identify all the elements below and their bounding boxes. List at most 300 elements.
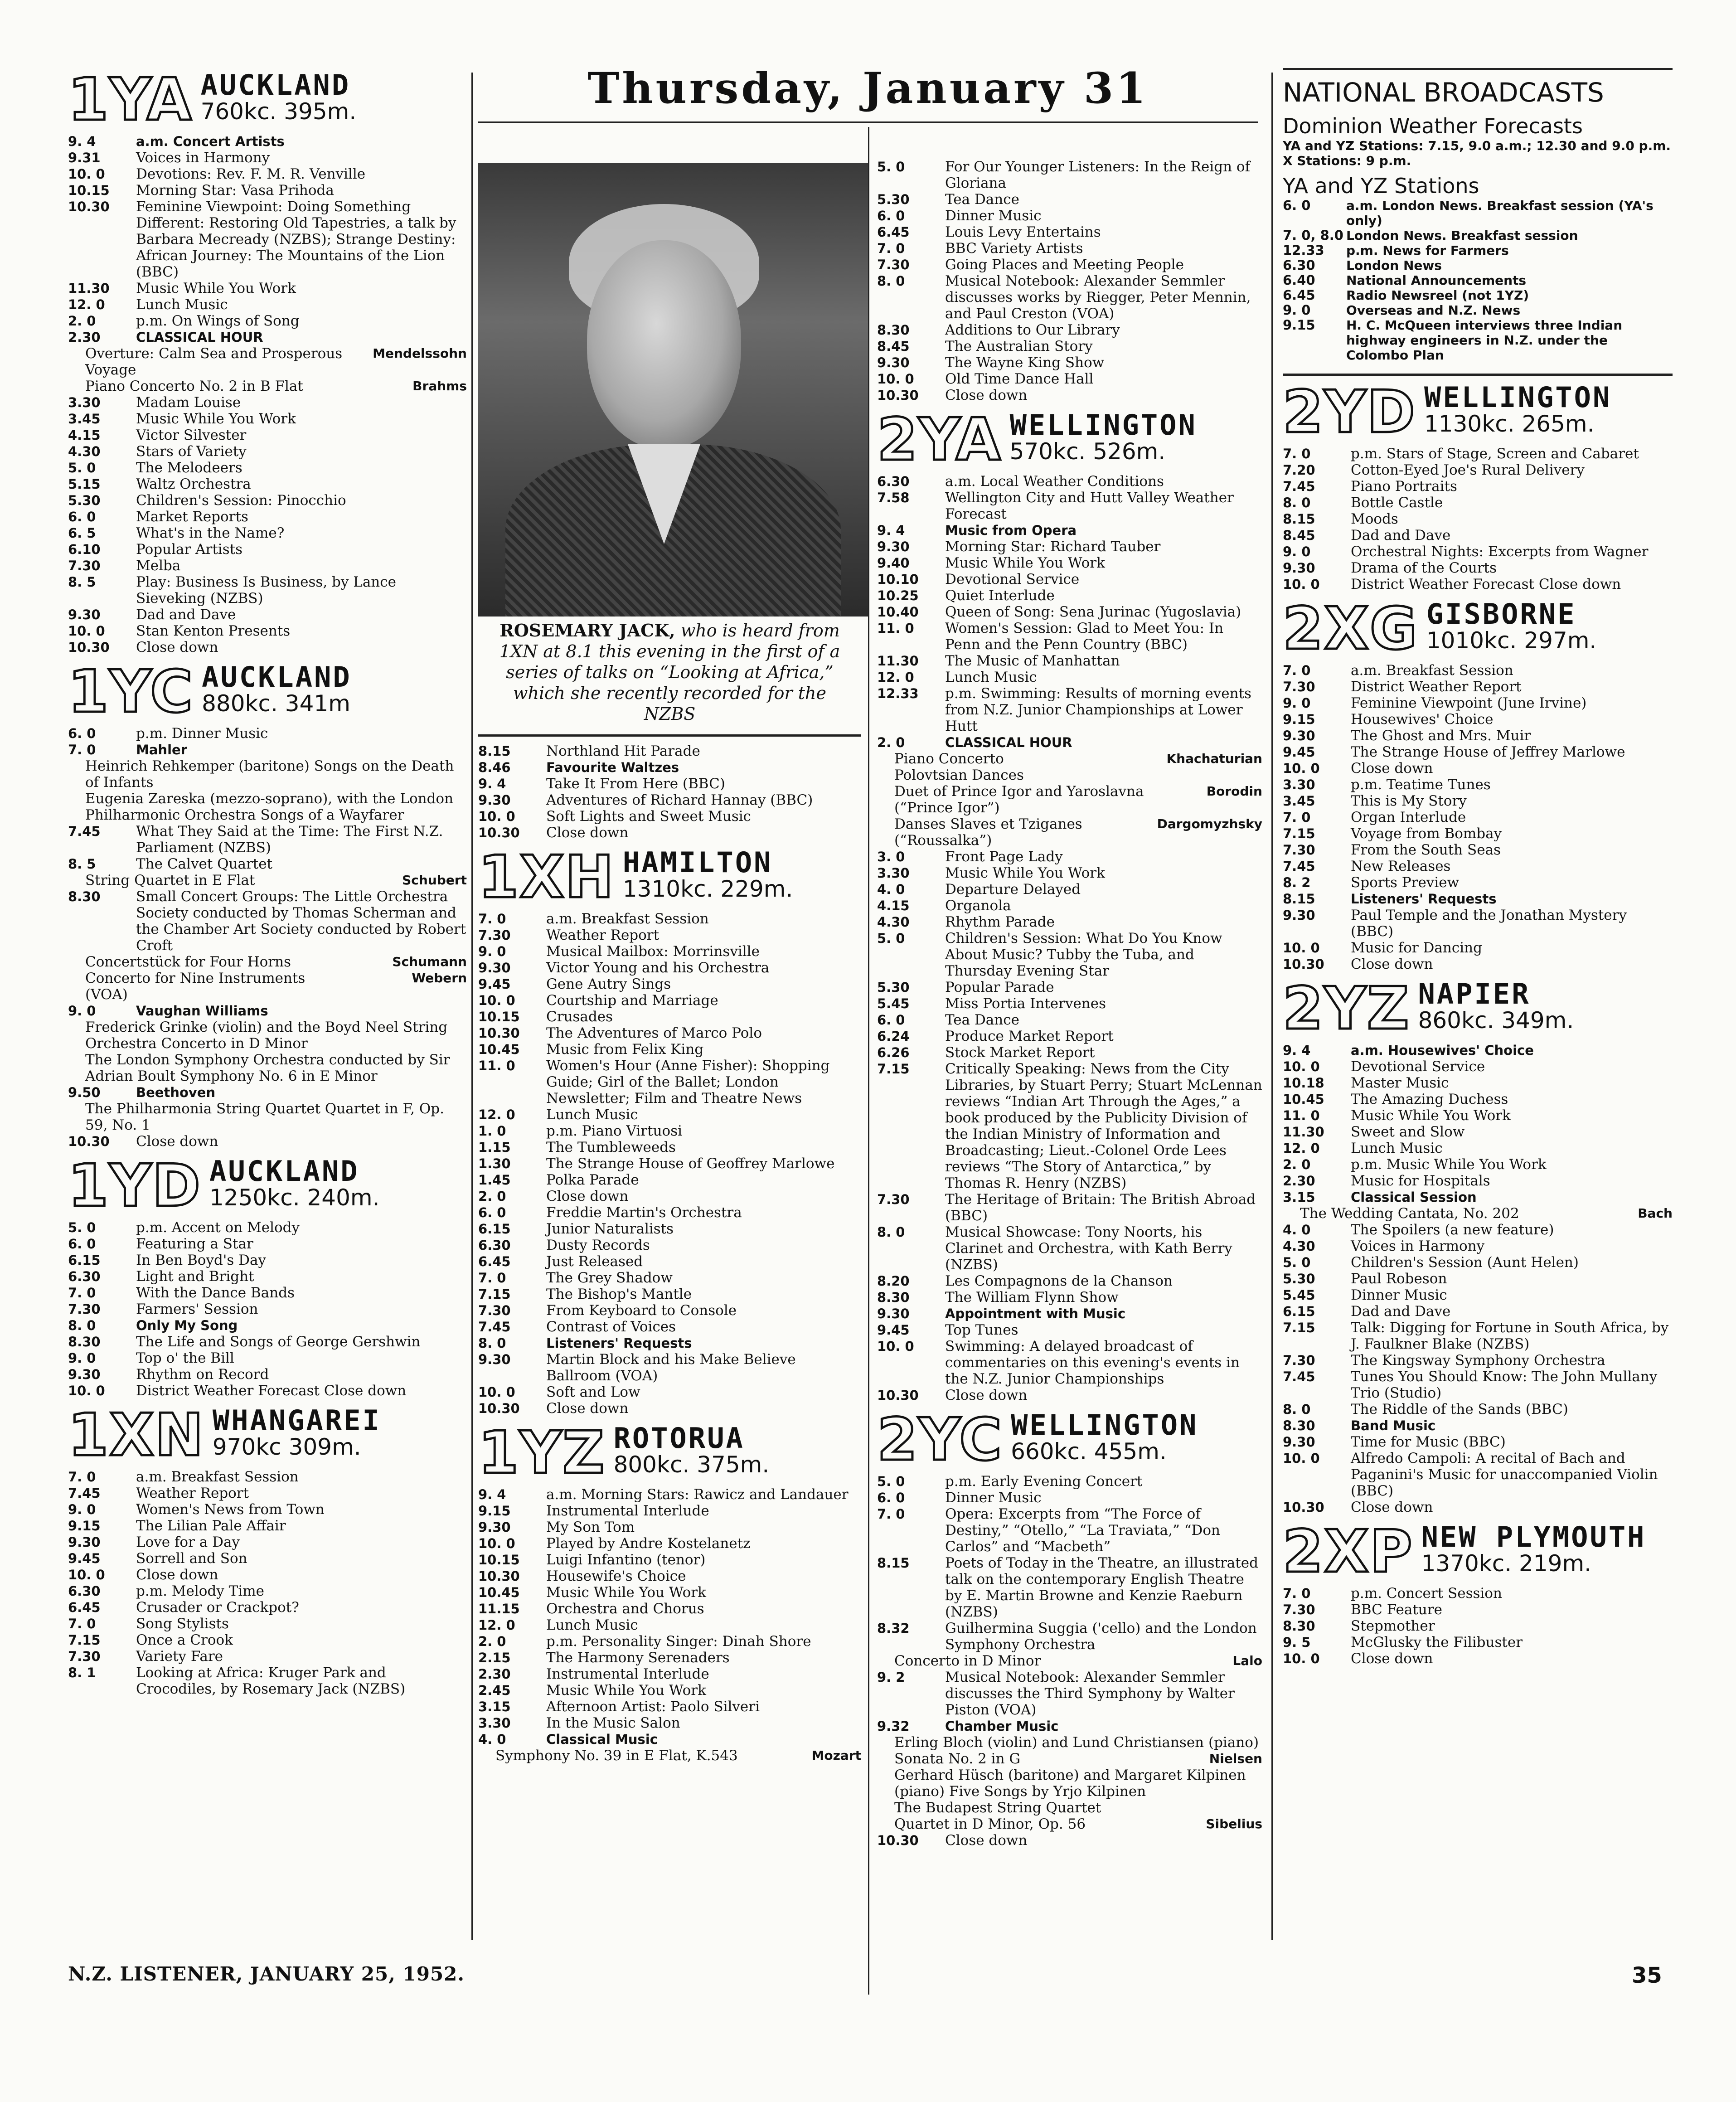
programme-time: 3.30 xyxy=(1283,777,1315,792)
programme-title: What They Said at the Time: The First N.Z. Parliament (NZBS) xyxy=(136,823,443,856)
programme-title: Soft and Low xyxy=(546,1384,640,1400)
programme-time: 9. 4 xyxy=(1283,1043,1311,1058)
programme-title: Close down xyxy=(1351,1651,1433,1667)
programme-entry xyxy=(1283,940,1673,956)
programme-entry xyxy=(68,460,467,476)
programme-time: 7.30 xyxy=(68,558,101,573)
programme-title: Music While You Work xyxy=(136,411,296,427)
programme-time: 10. 0 xyxy=(68,1383,105,1398)
composer: Mozart xyxy=(811,1748,861,1763)
programme-title: Close down xyxy=(546,1400,629,1417)
programme-title: Variety Fare xyxy=(136,1648,223,1665)
programme-time: 10.30 xyxy=(68,1134,110,1149)
programme-entry xyxy=(68,313,467,329)
programme-entry xyxy=(478,1666,861,1682)
programme-entry xyxy=(68,1518,467,1534)
programme-title: Music While You Work xyxy=(945,555,1105,571)
programme-entry xyxy=(1283,1271,1673,1287)
programme-time: 9. 4 xyxy=(478,1487,506,1502)
programme-entry xyxy=(68,1632,467,1648)
detail-text: Polovtsian Dances xyxy=(894,767,1024,783)
programme-entry xyxy=(68,1383,467,1399)
programme-time: 8.15 xyxy=(1283,511,1315,527)
programme-entry xyxy=(478,1552,861,1568)
programme-entry xyxy=(1283,1320,1673,1352)
programme-title: Played by Andre Kostelanetz xyxy=(546,1535,751,1552)
station-callsign: 2YC xyxy=(877,1406,1003,1474)
programme-entry xyxy=(478,792,861,808)
programme-detail xyxy=(68,378,467,394)
programme-title: Stepmother xyxy=(1351,1618,1435,1634)
station-frequency: 1370kc. 219m. xyxy=(1421,1550,1592,1577)
programme-time: 6.30 xyxy=(68,1269,101,1284)
programme-time: 7.30 xyxy=(1283,842,1315,858)
programme-title: Departure Delayed xyxy=(945,881,1081,898)
programme-time: 7.45 xyxy=(1283,1369,1315,1384)
programme-entry xyxy=(478,1400,861,1417)
programme-title: Gene Autry Sings xyxy=(546,976,671,992)
programme-time: 9.30 xyxy=(1283,560,1315,576)
national-entry xyxy=(1283,198,1673,228)
programme-title: Time for Music (BBC) xyxy=(1351,1434,1506,1450)
programme-time: 10.30 xyxy=(478,1025,520,1041)
programme-entry xyxy=(68,199,467,280)
programme-title: With the Dance Bands xyxy=(136,1285,295,1301)
programme-entry xyxy=(877,1289,1262,1306)
programme-entry xyxy=(877,1322,1262,1338)
programme-title: Drama of the Courts xyxy=(1351,560,1497,576)
programme-entry xyxy=(478,1172,861,1188)
programme-time: 2. 0 xyxy=(478,1634,506,1649)
programme-title: Song Stylists xyxy=(136,1616,229,1632)
programme-time: 12. 0 xyxy=(1283,1141,1320,1156)
programme-entry xyxy=(877,849,1262,865)
programme-time: 7. 0 xyxy=(478,911,506,927)
station-city: NAPIER xyxy=(1418,977,1531,1010)
programme-title: Tea Dance xyxy=(945,191,1019,208)
national-text: Overseas and N.Z. News xyxy=(1346,303,1521,318)
programme-title: Opera: Excerpts from “The Force of Destiny,” “Otello,” “La Traviata,” “Don Carlos” and “Macbeth” xyxy=(945,1506,1220,1555)
programme-time: 9. 2 xyxy=(877,1670,905,1685)
programme-time: 10.10 xyxy=(877,572,919,587)
programme-time: 2. 0 xyxy=(877,735,905,750)
programme-title: Sweet and Slow xyxy=(1351,1124,1465,1140)
programme-entry xyxy=(478,1155,861,1172)
programme-title: Front Page Lady xyxy=(945,849,1063,865)
programme-entry xyxy=(478,1351,861,1384)
caption-text: who is heard from 1XN at 8.1 this evening in the first of a series of talks on “Looking at Africa,” which she recently recorded for the NZBS xyxy=(499,621,840,724)
programme-entry xyxy=(877,1061,1262,1191)
programme-time: 8. 5 xyxy=(68,574,96,590)
programme-time: 8.45 xyxy=(1283,528,1315,543)
programme-time: 10.30 xyxy=(1283,1500,1324,1515)
programme-entry xyxy=(68,639,467,655)
programme-entry xyxy=(1283,793,1673,809)
detail-text: Symphony No. 39 in E Flat, K.543 xyxy=(495,1748,738,1764)
programme-time: 7. 0 xyxy=(478,1270,506,1286)
programme-title: Orchestral Nights: Excerpts from Wagner xyxy=(1351,544,1649,560)
programme-detail xyxy=(68,758,467,791)
station-frequency: 660kc. 455m. xyxy=(1011,1438,1167,1465)
programme-entry xyxy=(68,1317,467,1334)
programme-time: 9.30 xyxy=(877,539,910,554)
station-frequency: 1130kc. 265m. xyxy=(1424,411,1595,437)
programme-entry xyxy=(877,914,1262,930)
programme-title: Top o' the Bill xyxy=(136,1350,234,1366)
programme-title: p.m. On Wings of Song xyxy=(136,313,300,329)
detail-text: (VOA) xyxy=(85,986,128,1003)
programme-time: 7. 0 xyxy=(68,1616,96,1631)
programme-entry xyxy=(877,1191,1262,1224)
programme-time: 10. 0 xyxy=(1283,1651,1320,1666)
station-info xyxy=(622,846,793,904)
programme-entry xyxy=(68,623,467,639)
station-city: WELLINGTON xyxy=(1009,408,1197,442)
programme-entry xyxy=(1283,1651,1673,1667)
programme-time: 7.15 xyxy=(68,1632,101,1648)
programme-title: Music for Dancing xyxy=(1351,940,1482,956)
programme-entry xyxy=(478,911,861,927)
programme-title: Musical Mailbox: Morrinsville xyxy=(546,943,760,960)
programme-title: My Son Tom xyxy=(546,1519,635,1535)
programme-time: 7.15 xyxy=(1283,826,1315,841)
programme-entry xyxy=(877,653,1262,669)
station-city: WHANGAREI xyxy=(212,1404,381,1437)
programme-time: 7.58 xyxy=(877,490,910,505)
programme-title: Voices in Harmony xyxy=(136,150,270,166)
programme-time: 11.30 xyxy=(1283,1124,1324,1140)
programme-entry xyxy=(68,1003,467,1019)
station-2xp xyxy=(1283,1518,1673,1667)
footer-publication: N.Z. LISTENER, JANUARY 25, 1952. xyxy=(68,1963,465,1985)
programme-detail xyxy=(68,986,467,1003)
programme-title: Swimming: A delayed broadcast of commentaries on this evening's events in the N.Z. Junior Championships xyxy=(945,1338,1240,1387)
programme-detail xyxy=(877,816,1262,849)
programme-title: Close down xyxy=(1351,956,1433,972)
programme-title: The Calvet Quartet xyxy=(136,856,273,872)
programme-time: 7.45 xyxy=(478,1319,511,1335)
programme-detail xyxy=(877,1767,1262,1800)
programme-time: 9.30 xyxy=(68,1534,101,1550)
programme-detail xyxy=(877,1734,1262,1751)
programme-entry xyxy=(68,182,467,199)
detail-text: Concerto in D Minor xyxy=(894,1653,1041,1669)
programme-title: Feminine Viewpoint: Doing Something Different: Restoring Old Tapestries, a talk by Barbara Mecready (NZBS); Strange Destiny: African Journey: The Mountains of the Lion (BBC) xyxy=(136,199,456,280)
station-frequency: 1010kc. 297m. xyxy=(1426,627,1597,654)
programme-time: 7.45 xyxy=(1283,859,1315,874)
programme-time: 9.50 xyxy=(68,1085,101,1100)
programme-time: 9. 0 xyxy=(68,1350,96,1366)
programme-title: Vaughan Williams xyxy=(136,1003,268,1019)
station-info xyxy=(202,660,352,719)
station-info xyxy=(212,1404,381,1462)
programme-title: Queen of Song: Sena Jurinac (Yugoslavia) xyxy=(945,604,1241,620)
detail-text: Heinrich Rehkemper (baritone) Songs on the Death of Infants xyxy=(85,758,454,791)
programme-entry xyxy=(1283,527,1673,544)
programme-entry xyxy=(877,208,1262,224)
weather-title: Dominion Weather Forecasts xyxy=(1283,114,1583,138)
programme-time: 1. 0 xyxy=(478,1123,506,1139)
programme-time: 11. 0 xyxy=(478,1058,515,1073)
programme-title: Voyage from Bombay xyxy=(1351,825,1502,842)
programme-title: BBC Variety Artists xyxy=(945,240,1083,257)
programme-entry xyxy=(1283,1499,1673,1515)
programme-time: 7.45 xyxy=(68,1485,101,1501)
programme-title: Critically Speaking: News from the City Libraries, by Stuart Perry; Stuart McLennan reviews “Indian Art Through the Ages,” a book produced by the Publicity Division of the Indian Ministry of Information and Broadcasting; Lieut.-Colonel Orde Lees reviews “The Story of Antarctica,” by Thomas R. Henry (NZBS) xyxy=(945,1061,1262,1191)
programme-entry xyxy=(478,976,861,992)
programme-title: Music While You Work xyxy=(945,865,1105,881)
programme-entry xyxy=(877,257,1262,273)
programme-time: 6. 0 xyxy=(68,509,96,524)
programme-time: 7.30 xyxy=(478,927,511,943)
programme-title: Close down xyxy=(136,1567,218,1583)
divider xyxy=(478,121,1258,123)
programme-time: 2. 0 xyxy=(478,1189,506,1204)
programme-title: The Strange House of Geoffrey Marlowe xyxy=(546,1155,835,1172)
station-2xg xyxy=(1283,595,1673,972)
programme-time: 5.45 xyxy=(877,996,910,1011)
programme-title: The Wayne King Show xyxy=(945,354,1105,371)
programme-entry xyxy=(1283,760,1673,777)
programme-entry xyxy=(68,725,467,742)
programme-entry xyxy=(68,525,467,541)
programme-title: The Riddle of the Sands (BBC) xyxy=(1351,1401,1568,1418)
programme-time: 7. 0 xyxy=(1283,1586,1311,1601)
programme-title: Close down xyxy=(945,1832,1028,1849)
programme-time: 8.32 xyxy=(877,1621,910,1636)
programme-entry xyxy=(877,191,1262,208)
programme-entry xyxy=(1283,1156,1673,1173)
programme-time: 8.30 xyxy=(877,322,910,338)
programme-time: 9.15 xyxy=(478,1503,511,1519)
programme-time: 9. 0 xyxy=(1283,695,1311,711)
detail-text: Piano Concerto xyxy=(894,751,1004,767)
programme-time: 8. 0 xyxy=(1283,1402,1311,1417)
station-header xyxy=(68,658,467,726)
national-time: 9. 0 xyxy=(1283,302,1311,318)
programme-entry xyxy=(1283,858,1673,874)
programme-time: 3.15 xyxy=(478,1699,511,1714)
programme-title: Instrumental Interlude xyxy=(546,1666,709,1682)
programme-time: 2.15 xyxy=(478,1650,511,1665)
programme-time: 10.30 xyxy=(68,199,110,214)
programme-title: Morning Star: Richard Tauber xyxy=(945,539,1161,555)
programme-entry xyxy=(877,881,1262,898)
programme-entry xyxy=(1283,1124,1673,1140)
station-city: NEW PLYMOUTH xyxy=(1421,1520,1646,1553)
programme-time: 3.30 xyxy=(68,395,101,410)
programme-entry xyxy=(478,1601,861,1617)
station-city: HAMILTON xyxy=(622,846,773,879)
programme-entry xyxy=(877,522,1262,539)
programme-time: 8. 0 xyxy=(478,1335,506,1351)
programme-title: The Strange House of Jeffrey Marlowe xyxy=(1351,744,1625,760)
programme-entry xyxy=(877,1044,1262,1061)
programme-title: Lunch Music xyxy=(1351,1140,1443,1156)
programme-time: 9. 0 xyxy=(68,1003,96,1019)
programme-title: Rhythm Parade xyxy=(945,914,1055,930)
programme-entry xyxy=(68,742,467,758)
programme-time: 9.15 xyxy=(1283,712,1315,727)
programme-entry xyxy=(1283,462,1673,478)
programme-entry xyxy=(478,1253,861,1270)
programme-entry xyxy=(877,1490,1262,1506)
programme-entry xyxy=(1283,1287,1673,1303)
programme-time: 8.15 xyxy=(478,743,511,759)
programme-title: Soft Lights and Sweet Music xyxy=(546,808,752,825)
programme-time: 6.30 xyxy=(68,1583,101,1599)
programme-time: 5.30 xyxy=(68,493,101,508)
programme-title: The Grey Shadow xyxy=(546,1270,673,1286)
programme-title: Dad and Dave xyxy=(1351,1303,1451,1320)
programme-title: Top Tunes xyxy=(945,1322,1018,1338)
programme-title: Victor Silvester xyxy=(136,427,247,443)
programme-entry xyxy=(1283,679,1673,695)
programme-time: 6.45 xyxy=(478,1254,511,1269)
programme-entry xyxy=(68,476,467,492)
station-info xyxy=(1011,1408,1198,1467)
programme-title: Courtship and Marriage xyxy=(546,992,718,1009)
programme-time: 6. 5 xyxy=(68,525,96,541)
programme-title: The Bishop's Mantle xyxy=(546,1286,692,1302)
programme-title: Light and Bright xyxy=(136,1268,254,1285)
programme-entry xyxy=(68,1366,467,1383)
programme-time: 2.30 xyxy=(1283,1173,1315,1189)
programme-time: 7.30 xyxy=(1283,1353,1315,1368)
station-info xyxy=(1421,1520,1646,1579)
programme-title: Miss Portia Intervenes xyxy=(945,995,1106,1012)
programme-entry xyxy=(68,1599,467,1616)
programme-entry xyxy=(877,1387,1262,1403)
programme-entry xyxy=(478,1319,861,1335)
programme-entry xyxy=(1283,842,1673,858)
programme-time: 10. 0 xyxy=(1283,761,1320,776)
divider xyxy=(1283,68,1673,70)
programme-entry xyxy=(478,927,861,943)
programme-time: 12. 0 xyxy=(478,1617,515,1633)
programme-entry xyxy=(68,150,467,166)
national-entry xyxy=(1283,243,1673,258)
programme-entry xyxy=(68,427,467,443)
programme-entry xyxy=(68,1252,467,1268)
programme-time: 10. 0 xyxy=(478,1384,515,1400)
station-info xyxy=(613,1422,770,1480)
programme-detail xyxy=(68,970,467,986)
programme-time: 7.30 xyxy=(877,1192,910,1207)
column-rule xyxy=(868,127,869,1995)
programme-entry xyxy=(68,133,467,150)
programme-title: p.m. Accent on Melody xyxy=(136,1219,300,1236)
programme-time: 5.45 xyxy=(1283,1287,1315,1303)
programme-time: 9.15 xyxy=(68,1518,101,1534)
programme-entry xyxy=(478,1568,861,1584)
programme-entry xyxy=(877,1012,1262,1028)
programme-entry xyxy=(877,930,1262,979)
programme-title: The Harmony Serenaders xyxy=(546,1650,730,1666)
programme-entry xyxy=(68,1236,467,1252)
programme-time: 7.30 xyxy=(68,1301,101,1317)
programme-entry xyxy=(877,1306,1262,1322)
programme-detail xyxy=(877,1751,1262,1767)
programme-time: 11.30 xyxy=(68,281,110,296)
station-frequency: 1250kc. 240m. xyxy=(209,1184,380,1211)
programme-time: 4.15 xyxy=(877,898,910,913)
programme-time: 10.30 xyxy=(1283,956,1324,972)
programme-time: 8. 1 xyxy=(68,1665,96,1680)
programme-entry xyxy=(478,992,861,1009)
programme-time: 7.20 xyxy=(1283,462,1315,478)
programme-title: Women's Hour (Anne Fisher): Shopping Guide; Girl of the Ballet; London Newsletter; Film and Theatre News xyxy=(546,1058,830,1107)
programme-time: 12.33 xyxy=(877,686,919,701)
composer: Khachaturian xyxy=(1166,751,1262,766)
programme-title: Junior Naturalists xyxy=(546,1221,674,1237)
station-header xyxy=(877,1406,1262,1474)
programme-title: What's in the Name? xyxy=(136,525,285,541)
programme-title: Northland Hit Parade xyxy=(546,743,700,759)
programme-entry xyxy=(877,979,1262,995)
date-heading: Thursday, January 31 xyxy=(587,63,1149,113)
station-header xyxy=(1283,595,1673,663)
programme-entry xyxy=(478,1699,861,1715)
programme-time: 9.45 xyxy=(877,1322,910,1338)
divider xyxy=(478,734,861,737)
programme-time: 6. 0 xyxy=(478,1205,506,1220)
programme-time: 7. 0 xyxy=(1283,446,1311,461)
programme-time: 8.30 xyxy=(68,1334,101,1350)
programme-time: 9.30 xyxy=(68,1367,101,1382)
station-callsign: 1YZ xyxy=(478,1419,606,1487)
programme-time: 10.15 xyxy=(478,1009,520,1024)
programme-time: 8. 0 xyxy=(68,1318,96,1333)
programme-entry xyxy=(68,1665,467,1697)
programme-title: Listeners' Requests xyxy=(1351,891,1497,907)
programme-entry xyxy=(1283,662,1673,679)
programme-title: Music for Hospitals xyxy=(1351,1173,1490,1189)
programme-entry xyxy=(478,1384,861,1400)
programme-detail xyxy=(68,1101,467,1133)
programme-entry xyxy=(478,1715,861,1731)
programme-title: The Amazing Duchess xyxy=(1351,1091,1508,1107)
programme-entry xyxy=(1283,695,1673,711)
programme-time: 8.30 xyxy=(877,1290,910,1305)
programme-time: 10.30 xyxy=(478,1568,520,1584)
programme-title: Afternoon Artist: Paolo Silveri xyxy=(546,1699,760,1715)
detail-text: Overture: Calm Sea and Prosperous Voyage xyxy=(85,345,343,378)
programme-title: Victor Young and his Orchestra xyxy=(546,960,770,976)
national-list xyxy=(1283,198,1673,363)
programme-time: 8. 0 xyxy=(877,273,905,289)
programme-entry xyxy=(1283,1091,1673,1107)
programme-title: Paul Robeson xyxy=(1351,1271,1447,1287)
national-time: 12.33 xyxy=(1283,243,1324,258)
programme-time: 8.20 xyxy=(877,1273,910,1289)
programme-title: Musical Notebook: Alexander Semmler discusses the Third Symphony by Walter Piston (VOA) xyxy=(945,1669,1235,1718)
programme-time: 10.45 xyxy=(478,1042,520,1057)
column-2-body xyxy=(478,150,861,1764)
detail-text: Gerhard Hüsch (baritone) and Margaret Kilpinen (piano) Five Songs by Yrjo Kilpinen xyxy=(894,1767,1246,1800)
programme-time: 6.15 xyxy=(478,1221,511,1237)
station-city: WELLINGTON xyxy=(1424,381,1612,414)
programme-title: Lunch Music xyxy=(546,1617,638,1633)
programme-title: The Kingsway Symphony Orchestra xyxy=(1351,1352,1605,1369)
programme-detail xyxy=(68,345,467,378)
programme-time: 7. 0 xyxy=(877,241,905,256)
programme-title: Music While You Work xyxy=(546,1682,706,1699)
programme-entry xyxy=(68,443,467,460)
programme-title: Children's Session: Pinocchio xyxy=(136,492,346,509)
weather-text: YA and YZ Stations: 7.15, 9.0 a.m.; 12.30 and 9.0 p.m. xyxy=(1283,138,1671,153)
station-header xyxy=(1283,1518,1673,1586)
